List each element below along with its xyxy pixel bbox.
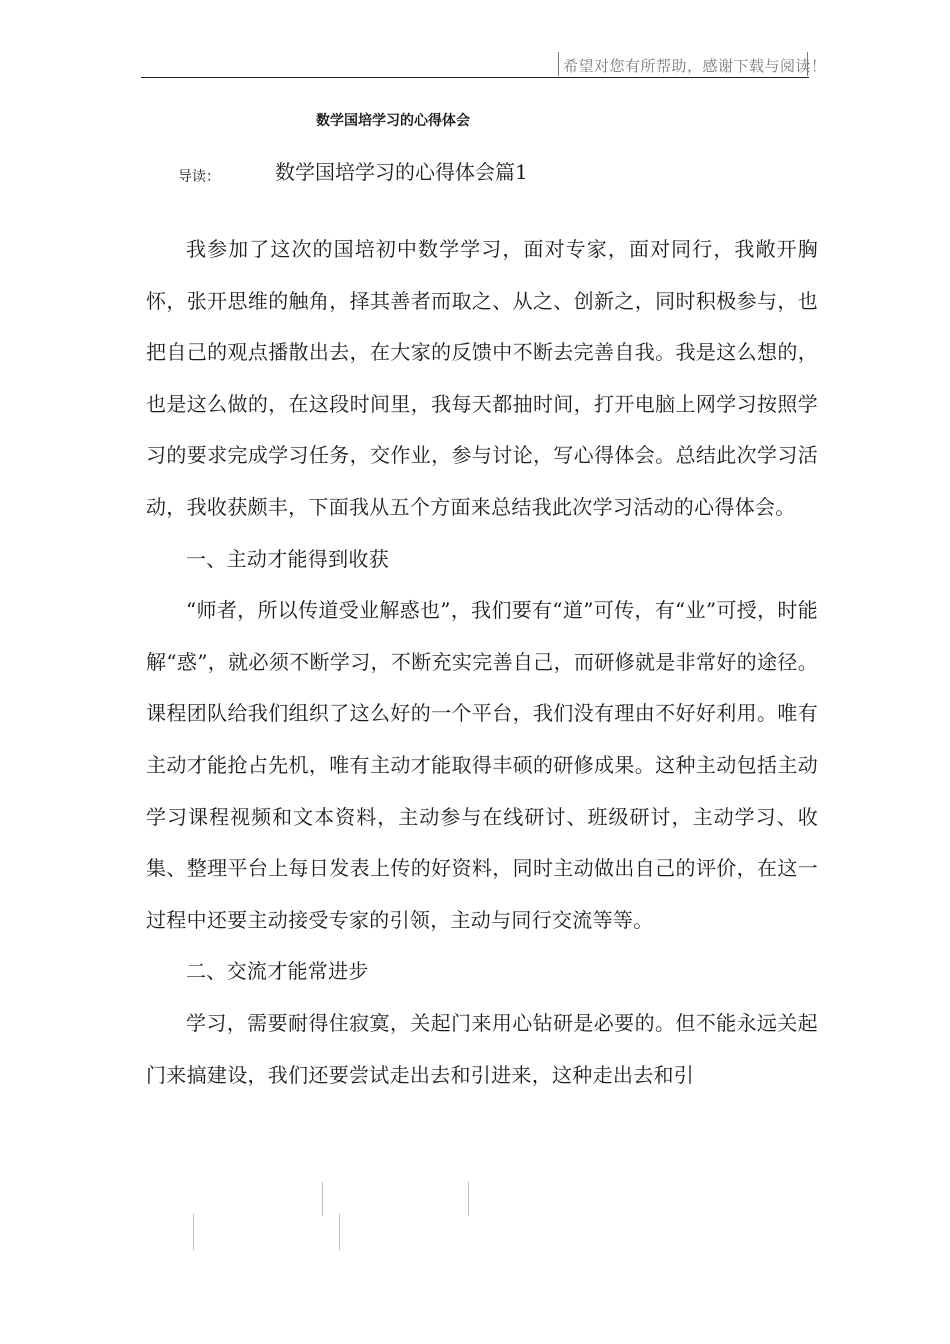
subheading-1: 一、主动才能得到收获 xyxy=(186,546,389,571)
body-text xyxy=(146,224,818,1101)
page-break-mark xyxy=(193,1214,194,1250)
section-heading: 数学国培学习的心得体会篇1 xyxy=(275,160,528,184)
document-title: 数学国培学习的心得体会 xyxy=(316,113,470,129)
page-break-mark xyxy=(322,1182,323,1216)
lead-label: 导读： xyxy=(178,169,220,185)
subheading-2: 二、交流才能常进步 xyxy=(186,959,369,984)
paragraph-intro: 我参加了这次的国培初中数学学习，面对专家，面对同行，我敞开胸怀，张开思维的触角，择其善者而取之、从之、创新之，同时积极参与，也把自己的观点播散出去，在大家的反馈中不断去完善自我。我是这么想的，也是这么做的，在这段时间里，我每天都抽时间，打开电脑上网学习按照学习的要求完成学习任务，交作业，参与讨论，写心得体会。总结此次学习活动，我收获颇丰，下面我从五个方面来总结我此次学习活动的心得体会。 xyxy=(146,237,818,519)
page-break-mark xyxy=(468,1182,469,1216)
paragraph-2: 学习，需要耐得住寂寞，关起门来用心钻研是必要的。但不能永远关起门来搞建设，我们还要尝试走出去和引进来，这种走出去和引 xyxy=(146,1010,818,1087)
header-note: 希望对您有所帮助，感谢下载与阅读！ xyxy=(563,57,827,75)
page-break-mark xyxy=(339,1214,340,1250)
paragraph-1: “师者，所以传道受业解惑也”，我们要有“道”可传，有“业”可授，时能解“惑”，就必须不断学习，不断充实完善自己，而研修就是非常好的途径。课程团队给我们组织了这么好的一个平台，我们没有理由不好好利用。唯有主动才能抢占先机，唯有主动才能取得丰硕的研修成果。这种主动包括主动学习课程视频和文本资料，主动参与在线研讨、班级研讨，主动学习、收集、整理平台上每日发表上传的好资料，同时主动做出自己的评价，在这一过程中还要主动接受专家的引领，主动与同行交流等等。 xyxy=(146,598,818,932)
header-rule xyxy=(141,77,809,78)
